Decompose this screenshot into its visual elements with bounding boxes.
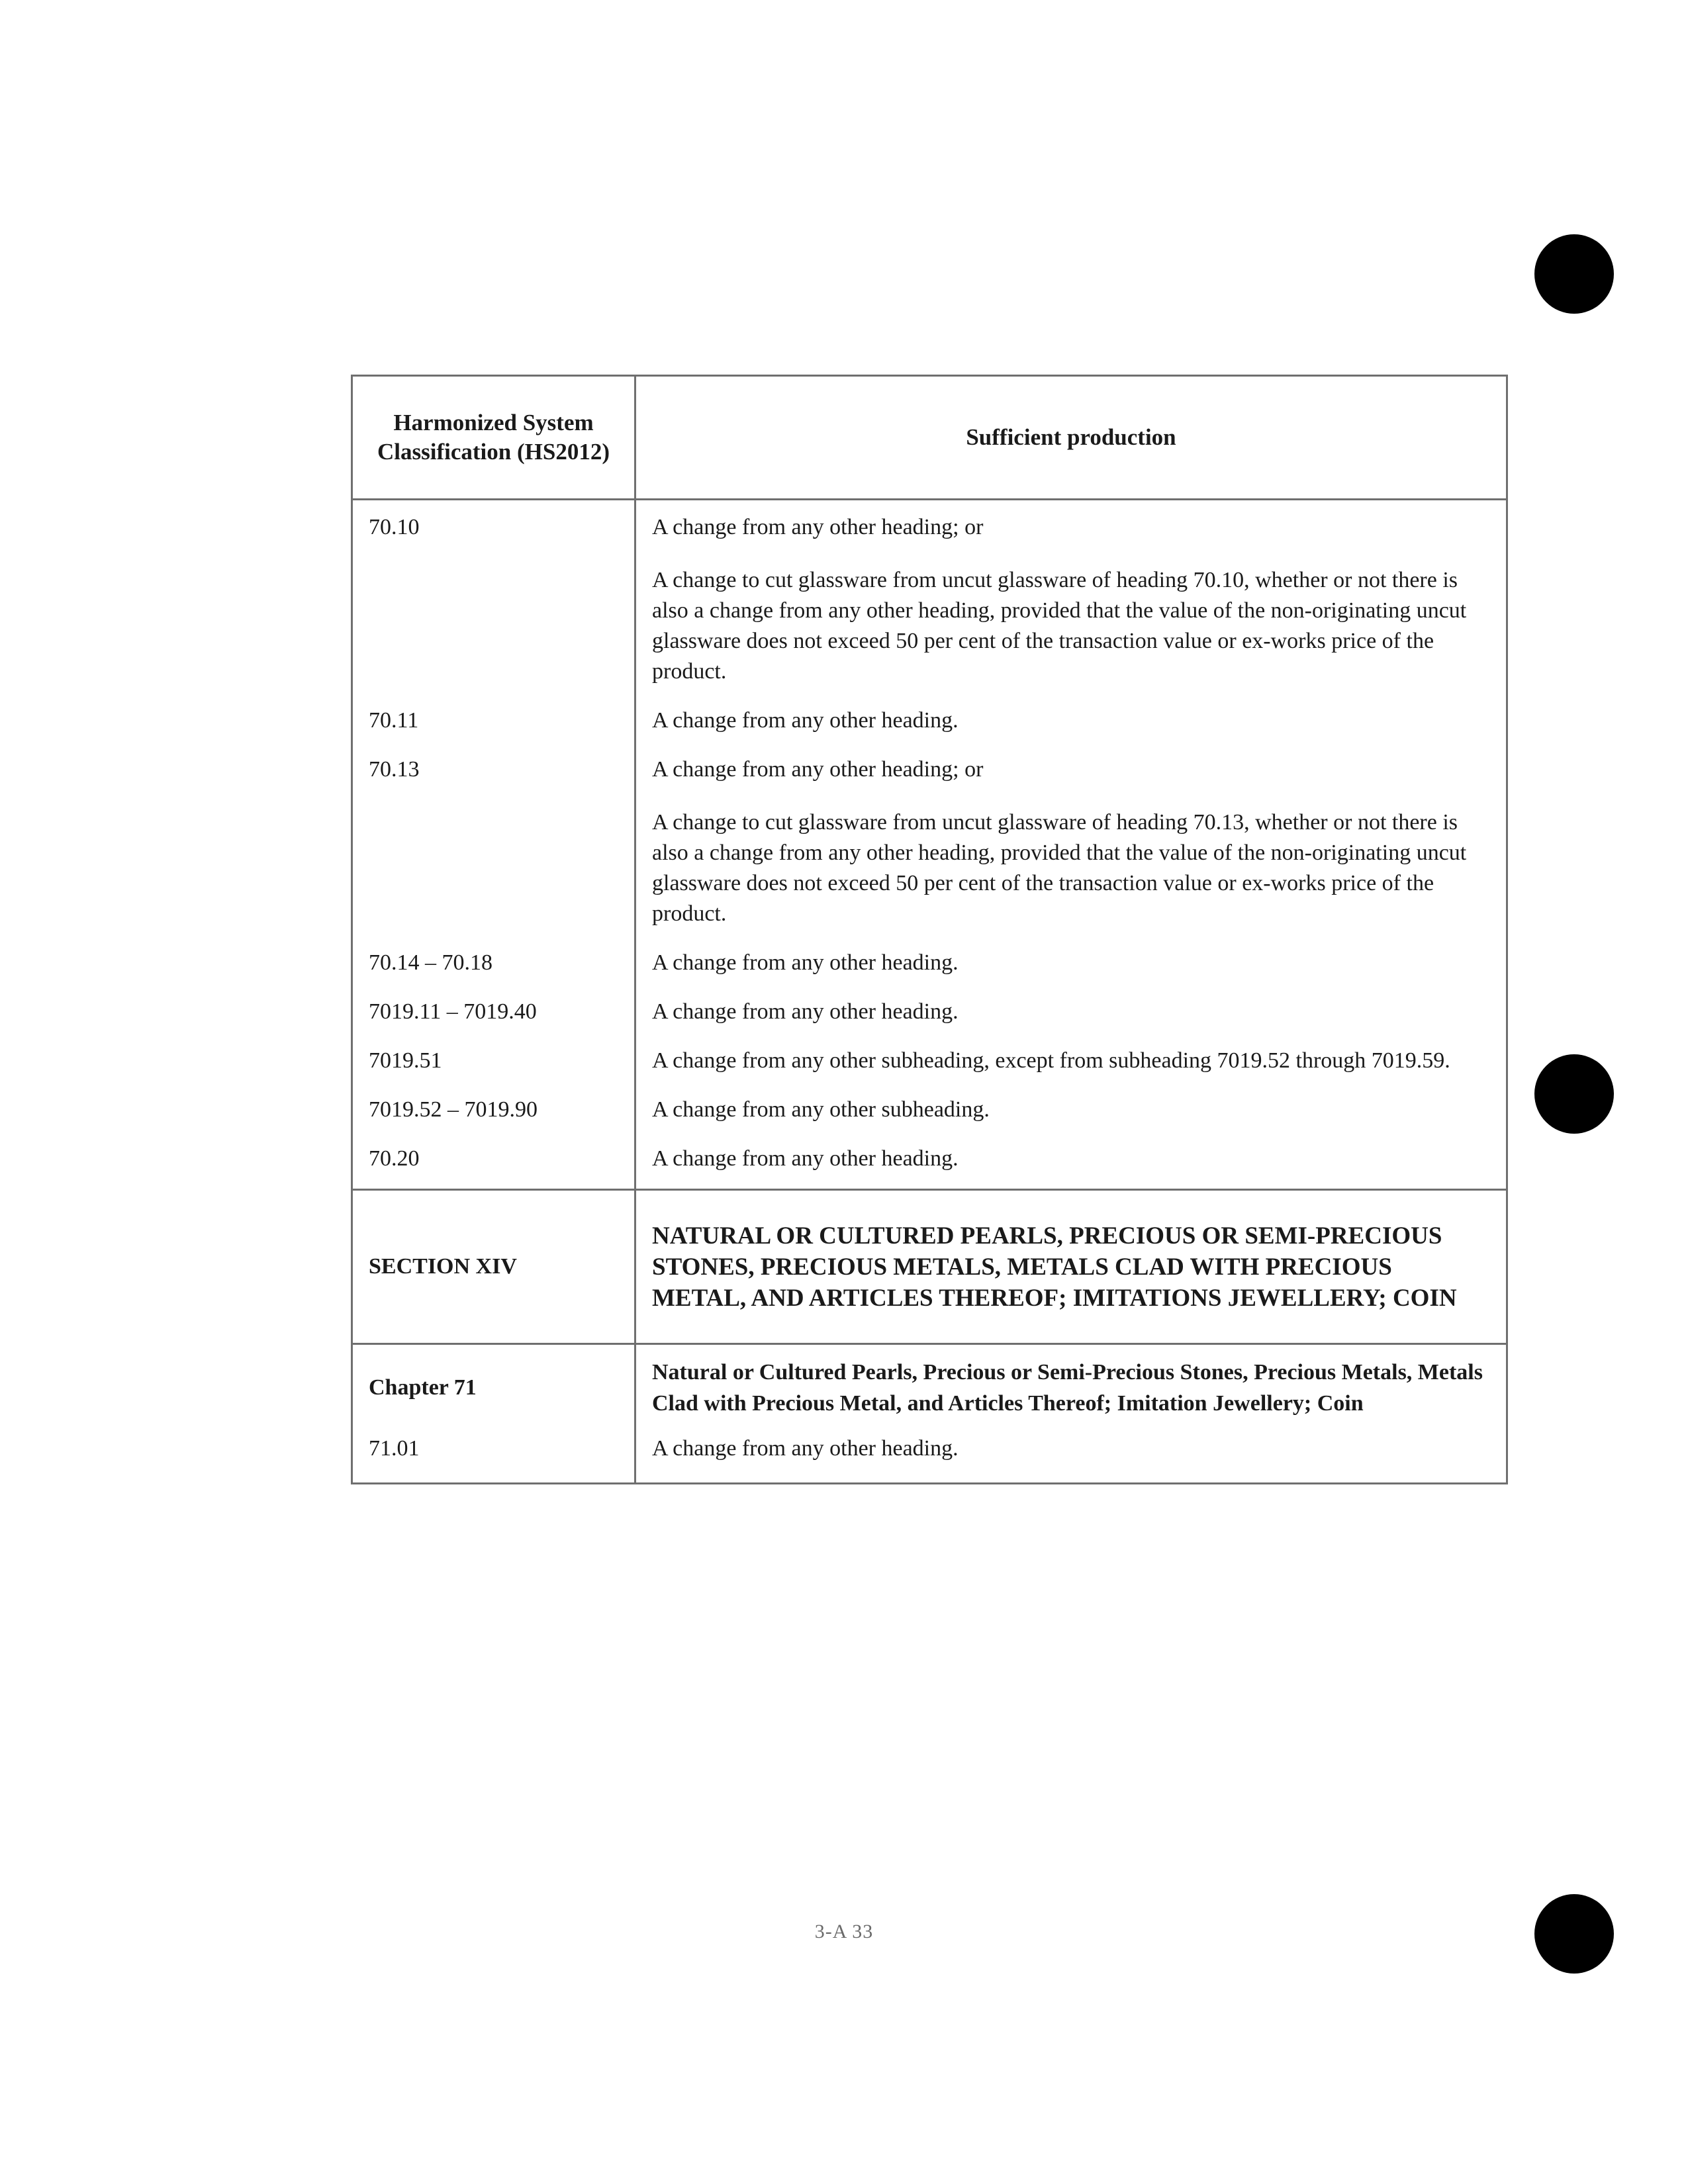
rule-cell bbox=[635, 745, 1507, 938]
rule-text: A change from any other heading. bbox=[652, 1146, 959, 1171]
rule-cell bbox=[635, 1085, 1507, 1134]
header-sufficient-production: Sufficient production bbox=[635, 376, 1507, 500]
hs-code-cell: 7019.52 – 7019.90 bbox=[352, 1085, 635, 1134]
hs-code-cell: 70.14 – 70.18 bbox=[352, 938, 635, 987]
rule-text: A change from any other heading. bbox=[652, 999, 959, 1024]
hs-code-cell: 70.13 bbox=[352, 745, 635, 938]
table-row bbox=[352, 1424, 1507, 1484]
hs-code-cell: 7019.11 – 7019.40 bbox=[352, 987, 635, 1036]
page-number: 3-A 33 bbox=[814, 1921, 874, 1942]
rule-text: A change to cut glassware from uncut glassware of heading 70.13, whether or not there is also a change from any other heading, provided that the value of the non-originating uncut glassware does not exceed 50 per cent of the transaction value or ex-works price of the product. bbox=[652, 810, 1467, 926]
rules-of-origin-table bbox=[351, 375, 1508, 1484]
rule-cell bbox=[635, 987, 1507, 1036]
section-row bbox=[352, 1190, 1507, 1344]
table-body bbox=[352, 500, 1507, 1484]
rule-cell bbox=[635, 1424, 1507, 1484]
rule-cell bbox=[635, 500, 1507, 697]
punch-hole-top bbox=[1534, 234, 1614, 314]
rule-cell bbox=[635, 938, 1507, 987]
rule-text: A change from any other heading. bbox=[652, 950, 959, 975]
chapter-code: Chapter 71 bbox=[352, 1344, 635, 1425]
rule-text: A change to cut glassware from uncut glassware of heading 70.10, whether or not there is also a change from any other heading, provided that the value of the non-originating uncut glassware does not exceed 50 per cent of the transaction value or ex-works price of the product. bbox=[652, 568, 1467, 684]
table-row bbox=[352, 745, 1507, 938]
table-row bbox=[352, 500, 1507, 697]
table-row bbox=[352, 696, 1507, 745]
rule-cell bbox=[635, 1134, 1507, 1190]
hs-code-cell: 70.20 bbox=[352, 1134, 635, 1190]
table-row bbox=[352, 1085, 1507, 1134]
rule-text: A change from any other heading. bbox=[652, 1436, 959, 1461]
rule-text: A change from any other heading; or bbox=[652, 757, 984, 782]
section-title: NATURAL OR CULTURED PEARLS, PRECIOUS OR SEMI-PRECIOUS STONES, PRECIOUS METALS, METALS CLAD WITH PRECIOUS METAL, AND ARTICLES THEREOF; IMITATIONS JEWELLERY; COIN bbox=[635, 1190, 1507, 1344]
table-row bbox=[352, 938, 1507, 987]
header-hs-classification: Harmonized System Classification (HS2012) bbox=[352, 376, 635, 500]
rule-text: A change from any other heading; or bbox=[652, 515, 984, 539]
section-code: SECTION XIV bbox=[352, 1190, 635, 1344]
rule-text: A change from any other heading. bbox=[652, 708, 959, 733]
rule-cell bbox=[635, 696, 1507, 745]
hs-code-cell: 7019.51 bbox=[352, 1036, 635, 1085]
rule-text: A change from any other subheading. bbox=[652, 1097, 990, 1122]
table-row bbox=[352, 1036, 1507, 1085]
table-row bbox=[352, 987, 1507, 1036]
hs-code-cell: 70.11 bbox=[352, 696, 635, 745]
table-header-row bbox=[352, 376, 1507, 500]
rule-text: A change from any other subheading, except from subheading 7019.52 through 7019.59. bbox=[652, 1048, 1450, 1073]
chapter-title: Natural or Cultured Pearls, Precious or Semi-Precious Stones, Precious Metals, Metals Clad with Precious Metal, and Articles Thereof; Imitation Jewellery; Coin bbox=[635, 1344, 1507, 1425]
chapter-row bbox=[352, 1344, 1507, 1425]
punch-hole-middle bbox=[1534, 1054, 1614, 1134]
hs-code-cell: 70.10 bbox=[352, 500, 635, 697]
rule-cell bbox=[635, 1036, 1507, 1085]
table-row bbox=[352, 1134, 1507, 1190]
hs-code-cell: 71.01 bbox=[352, 1424, 635, 1484]
